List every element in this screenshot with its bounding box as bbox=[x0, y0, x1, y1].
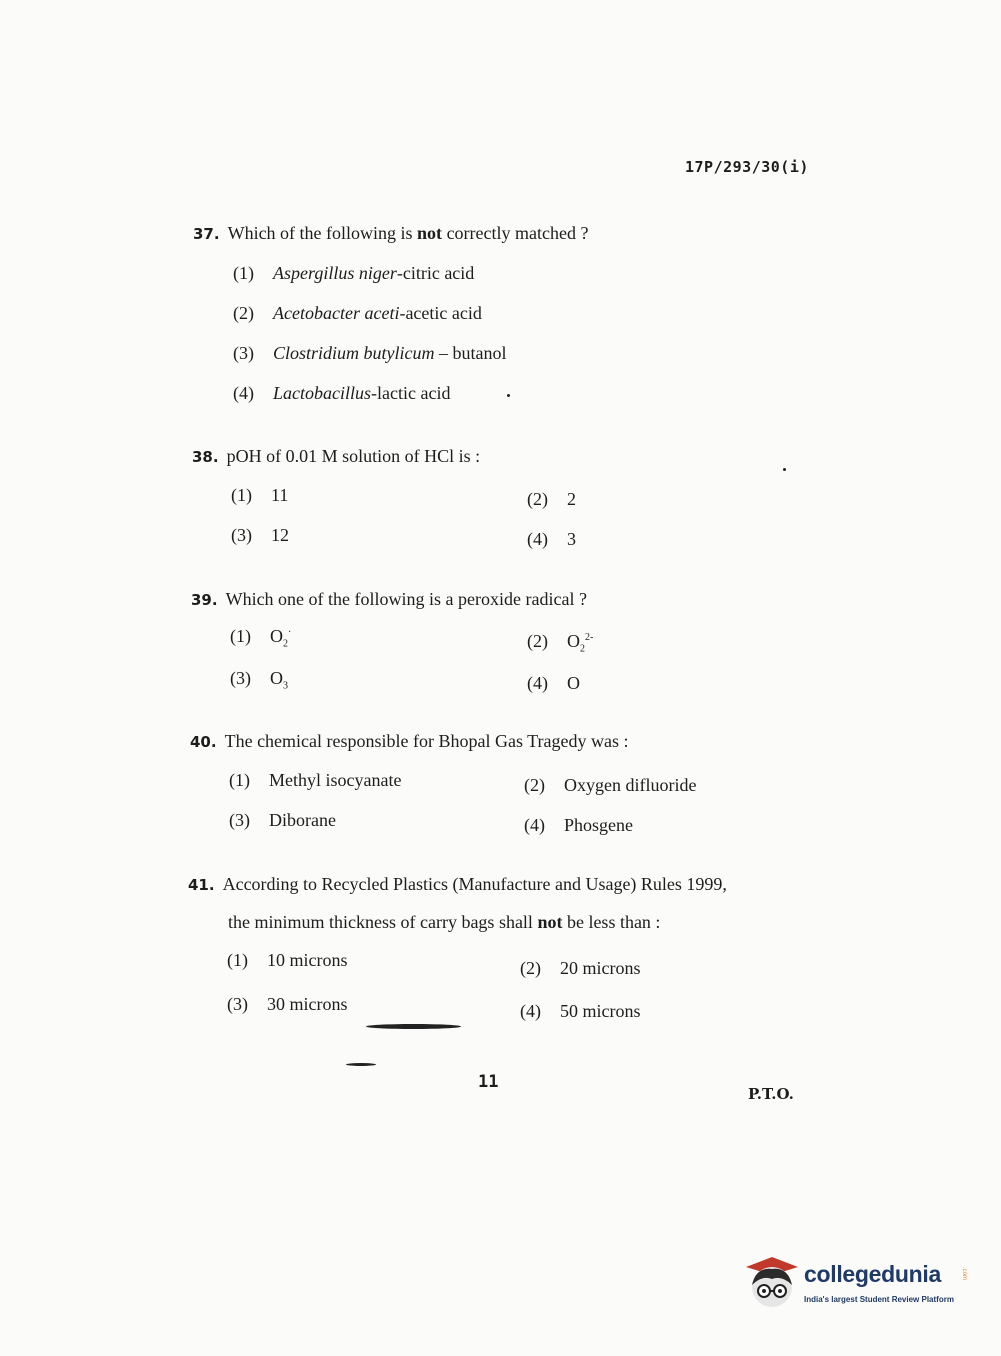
option-40-1: (1) Methyl isocyanate bbox=[229, 770, 402, 790]
ink-smudge bbox=[346, 1063, 376, 1066]
option-38-2: (2) 2 bbox=[527, 489, 576, 509]
question-37: 37. Which of the following is not correctly matched ? bbox=[193, 223, 589, 243]
logo-tagline: India's largest Student Review Platform bbox=[804, 1295, 954, 1304]
ink-dot bbox=[507, 394, 510, 397]
option-39-4: (4) O bbox=[527, 673, 580, 693]
option-39-2: (2) $O_2^{2-}$ bbox=[527, 631, 594, 655]
option-41-3: (3) 30 microns bbox=[227, 994, 348, 1014]
ink-smudge bbox=[366, 1024, 461, 1029]
option-38-3: (3) 12 bbox=[231, 525, 289, 545]
option-39-1: (1) $O_2^\cdot$ bbox=[230, 626, 292, 650]
option-39-3: (3) $O_3$ bbox=[230, 668, 288, 692]
ink-dot bbox=[783, 468, 786, 471]
question-40: 40. The chemical responsible for Bhopal Gas Tragedy was : bbox=[190, 731, 629, 751]
option-41-1: (1) 10 microns bbox=[227, 950, 348, 970]
question-number: 41. bbox=[188, 876, 215, 894]
question-38: 38. pOH of 0.01 M solution of HCl is : bbox=[192, 446, 481, 466]
mascot-icon bbox=[742, 1253, 802, 1313]
option-37-4: (4) Lactobacillus-lactic acid bbox=[233, 383, 451, 403]
page-number: 11 bbox=[478, 1072, 499, 1092]
option-40-3: (3) Diborane bbox=[229, 810, 336, 830]
question-number: 39. bbox=[191, 591, 218, 609]
collegedunia-logo bbox=[742, 1253, 972, 1313]
pto-label: P.T.O. bbox=[748, 1085, 794, 1103]
option-41-4: (4) 50 microns bbox=[520, 1001, 641, 1021]
paper-code: 17P/293/30(i) bbox=[685, 158, 809, 176]
question-number: 38. bbox=[192, 448, 219, 466]
logo-com: .com bbox=[961, 1267, 967, 1281]
question-41-line2: the minimum thickness of carry bags shall not be less than : bbox=[228, 912, 661, 932]
option-38-4: (4) 3 bbox=[527, 529, 576, 549]
option-37-1: (1) Aspergillus niger-citric acid bbox=[233, 263, 475, 283]
option-37-3: (3) Clostridium butylicum – butanol bbox=[233, 343, 507, 363]
option-41-2: (2) 20 microns bbox=[520, 958, 641, 978]
option-40-4: (4) Phosgene bbox=[524, 815, 633, 835]
question-number: 37. bbox=[193, 225, 220, 243]
logo-name: collegedunia bbox=[804, 1261, 941, 1287]
option-40-2: (2) Oxygen difluoride bbox=[524, 775, 697, 795]
question-41: 41. According to Recycled Plastics (Manufacture and Usage) Rules 1999, bbox=[188, 874, 727, 894]
question-number: 40. bbox=[190, 733, 217, 751]
option-38-1: (1) 11 bbox=[231, 485, 289, 505]
question-39: 39. Which one of the following is a peroxide radical ? bbox=[191, 589, 587, 609]
option-37-2: (2) Acetobacter aceti-acetic acid bbox=[233, 303, 482, 323]
